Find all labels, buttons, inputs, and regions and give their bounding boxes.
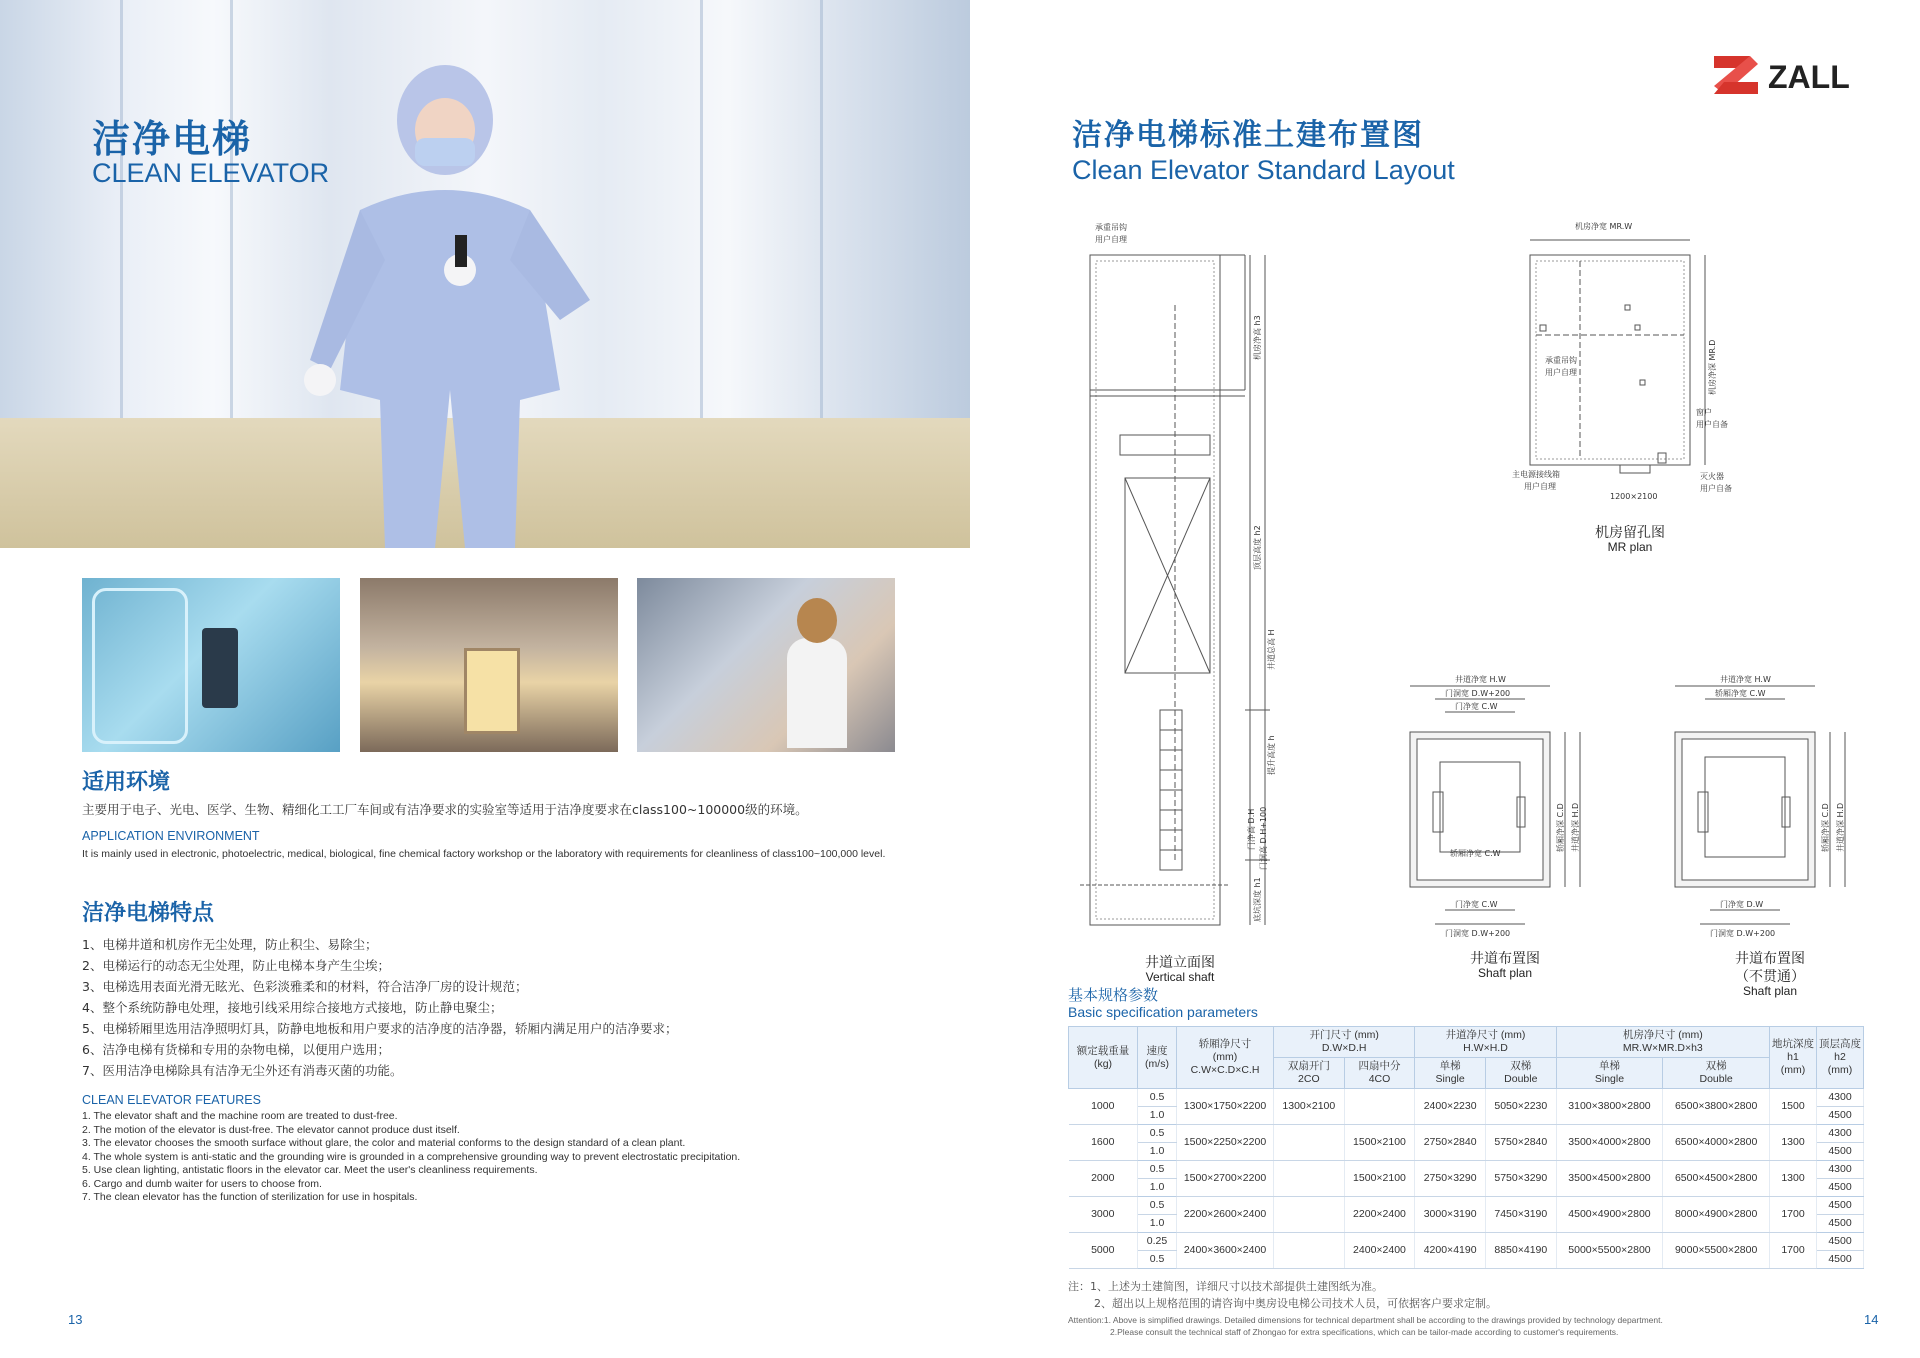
shaft-width-label: 井道净宽 H.W	[1455, 675, 1506, 684]
note-cn-2: 2、超出以上规格范围的请咨询中奥房设电梯公司技术人员，可依据客户要求定制。	[1094, 1297, 1497, 1310]
feature-en: 1. The elevator shaft and the machine room are treated to dust-free.	[82, 1110, 398, 1122]
shaft-caption-en: Shaft plan	[1477, 966, 1533, 980]
feature-en: 6. Cargo and dumb waiter for users to choose from.	[82, 1177, 322, 1190]
car-depth-label: 轿厢净深 C.D	[1556, 803, 1565, 852]
door-height-label: 门净高 D.H	[1247, 808, 1256, 850]
feature-cn: 4、整个系统防静电处理，接地引线采用综合接地方式接地，防止静电聚尘；	[82, 1000, 503, 1015]
opening2-width-label: 门洞宽 D.W+200	[1710, 929, 1776, 938]
page-number-left: 13	[68, 1312, 83, 1327]
feature-cn: 1、电梯井道和机房作无尘处理，防止积尘、易除尘；	[82, 937, 378, 952]
mr-caption-en: MR plan	[1607, 540, 1653, 554]
mr-width-label: 机房净宽 MR.W	[1575, 222, 1633, 231]
th-speed: 速度 (m/s)	[1138, 1027, 1177, 1089]
mr-depth-label: 机房净深 MR.D	[1708, 339, 1717, 395]
feature-en: 5. Use clean lighting, antistatic floors in the elevator car. Meet the user's cleanliness requirements.	[82, 1164, 538, 1176]
table-row: 2000 0.5 1500×2700×2200 1500×2100 2750×3290 5750×3290 3500×4500×2800 6500×4500×2800 1300 4300	[1069, 1161, 1864, 1179]
features-title-cn: 洁净电梯特点	[82, 901, 215, 926]
feature-cn: 7、医用洁净电梯除具有洁净无尘外还有消毒灭菌的功能。	[82, 1063, 403, 1078]
layout-title-cn: 洁净电梯标准土建布置图	[1072, 118, 1424, 153]
shaft2-caption-cn2: （不贯通）	[1735, 969, 1805, 985]
features-title-en: CLEAN ELEVATOR FEATURES	[82, 1093, 261, 1107]
feature-cn: 6、洁净电梯有货梯和专用的杂物电梯，以便用户选用；	[82, 1042, 390, 1057]
zall-logo	[1710, 50, 1880, 100]
cleanroom-worker-illustration	[290, 60, 610, 548]
shaft2-depth-label: 井道净深 H.D	[1836, 802, 1845, 852]
features-list-cn	[82, 934, 942, 1081]
th-mr-single: 单梯 Single	[1556, 1058, 1663, 1089]
mr-height-label: 机房净高 h3	[1253, 315, 1262, 360]
pit-depth-label: 底坑深度 h1	[1253, 877, 1262, 922]
total-height-label: 井道总高 H	[1267, 629, 1276, 670]
th-shaft-double: 双梯 Double	[1485, 1058, 1556, 1089]
th-top-height: 顶层高度 h2 (mm)	[1817, 1027, 1864, 1089]
hero-photo	[0, 0, 970, 548]
door-width-label: 门净宽 C.W	[1455, 702, 1498, 711]
power-user-label: 用户自理	[1524, 482, 1556, 491]
feature-cn: 5、电梯轿厢里选用洁净照明灯具，防静电地板和用户要求的洁净度的洁净器，轿厢内满足用户的洁净要求；	[82, 1021, 678, 1036]
top-height-label: 顶层高度 h2	[1253, 525, 1262, 570]
table-row: 1.0 4500	[1069, 1179, 1864, 1197]
shaft2-caption-en: Shaft plan	[1742, 984, 1798, 998]
features-list-en	[82, 1110, 942, 1205]
zall-logo-icon	[1714, 56, 1758, 94]
thumb-elevator-interior	[82, 578, 340, 752]
layout-title-en: Clean Elevator Standard Layout	[1072, 155, 1455, 185]
thumb-laboratory	[637, 578, 895, 752]
table-row: 1600 0.5 1500×2250×2200 1500×2100 2750×2840 5750×2840 3500×4000×2800 6500×4000×2800 1300 4300	[1069, 1125, 1864, 1143]
feature-cn: 3、电梯选用表面光滑无眩光、色彩淡雅柔和的材料，符合洁净厂房的设计规范；	[82, 979, 528, 994]
table-row: 1.0 4500	[1069, 1215, 1864, 1233]
th-mr-size: 机房净尺寸 (mm) MR.W×MR.D×h3	[1556, 1027, 1769, 1058]
th-car-size: 轿厢净尺寸 (mm) C.W×C.D×C.H	[1177, 1027, 1274, 1089]
table-row: 1.0 4500	[1069, 1107, 1864, 1125]
door-opening-height-label: 门洞高 D.H+100	[1259, 806, 1268, 870]
feature-en: 4. The whole system is anti-static and the grounding wire is grounded in a comprehensive grounding way to prevent electrostatic precipitation.	[82, 1150, 741, 1163]
spec-title-cn: 基本规格参数	[1068, 986, 1159, 1004]
thumb-clean-corridor	[360, 578, 618, 752]
mr-hook-user-label: 用户自理	[1545, 368, 1577, 377]
shaft-caption-cn: 井道布置图	[1470, 951, 1540, 967]
shaft2-caption-cn: 井道布置图	[1735, 951, 1805, 967]
feature-cn: 2、电梯运行的动态无尘处理，防止电梯本身产生尘埃；	[82, 958, 390, 973]
hero-title-cn: 洁净电梯	[92, 117, 253, 161]
brand-name: ZALL	[1768, 59, 1850, 95]
opening-width-bottom-label: 门洞宽 D.W+200	[1445, 929, 1511, 938]
shaft-depth-label: 井道净深 H.D	[1571, 802, 1580, 852]
car2-depth-label: 轿厢净深 C.D	[1821, 803, 1830, 852]
door-width-bottom-label: 门净宽 C.W	[1455, 900, 1498, 909]
th-door-2co: 双扇开门 2CO	[1274, 1058, 1345, 1089]
th-pit-depth: 地坑深度 h1 (mm)	[1770, 1027, 1817, 1089]
car2-width-label: 轿厢净宽 C.W	[1715, 689, 1766, 698]
spec-title-en: Basic specification parameters	[1068, 1004, 1258, 1020]
table-row: 5000 0.25 2400×3600×2400 2400×2400 4200×4190 8850×4190 5000×5500×2800 9000×5500×2800 1700 4500	[1069, 1233, 1864, 1251]
vertical-caption-cn: 井道立面图	[1145, 955, 1215, 971]
window-label: 窗户	[1696, 408, 1712, 417]
shaft2-width-label: 井道净宽 H.W	[1720, 675, 1771, 684]
th-load: 额定载重量 (kg)	[1069, 1027, 1138, 1089]
feature-en: 2. The motion of the elevator is dust-free. The elevator cannot produce dust itself.	[82, 1123, 460, 1136]
shaft-plan-drawing	[1395, 672, 1615, 942]
hook-label: 承重吊钩	[1095, 223, 1127, 232]
table-row: 0.5 4500	[1069, 1251, 1864, 1269]
car-width-label: 轿厢净宽 C.W	[1450, 849, 1501, 858]
window-user-label: 用户自备	[1696, 420, 1728, 429]
note-en-1: Attention:1. Above is simplified drawings. Detailed dimensions for technical department shall be according to the drawings provided by technology department.	[1068, 1315, 1663, 1325]
env-title-cn: 适用环境	[82, 770, 171, 795]
door2-width-label: 门净宽 D.W	[1720, 900, 1764, 909]
opening-width-label: 门洞宽 D.W+200	[1445, 689, 1511, 698]
hero-title-en: CLEAN ELEVATOR	[92, 158, 330, 188]
table-row: 3000 0.5 2200×2600×2400 2200×2400 3000×3190 7450×3190 4500×4900×2800 8000×4900×2800 1700 4500	[1069, 1197, 1864, 1215]
mr-door-size-label: 1200×2100	[1610, 492, 1658, 501]
th-shaft-single: 单梯 Single	[1415, 1058, 1486, 1089]
travel-label: 提升高度 h	[1267, 735, 1276, 775]
extinguisher-user-label: 用户自备	[1700, 484, 1732, 493]
vertical-shaft-drawing	[1060, 210, 1320, 950]
note-cn-1: 注：1、上述为土建简图，详细尺寸以技术部提供土建图纸为准。	[1068, 1280, 1383, 1293]
extinguisher-label: 灭火器	[1700, 472, 1724, 481]
page-number-right: 14	[1864, 1312, 1879, 1327]
th-mr-double: 双梯 Double	[1663, 1058, 1770, 1089]
env-body-en: It is mainly used in electronic, photoelectric, medical, biological, fine chemical factory workshop or the laboratory with requirements for cleanliness of class100~100,000 level.	[82, 848, 886, 860]
hook-user-label: 用户自理	[1095, 235, 1127, 244]
th-shaft-size: 井道净尺寸 (mm) H.W×H.D	[1415, 1027, 1556, 1058]
table-row: 1000 0.5 1300×1750×2200 1300×2100 2400×2230 5050×2230 3100×3800×2800 6500×3800×2800 1500 4300	[1069, 1089, 1864, 1107]
feature-en: 3. The elevator chooses the smooth surface without glare, the color and material conforms to the design standard of a clean plant.	[82, 1137, 686, 1149]
mr-hook-label: 承重吊钩	[1545, 356, 1577, 365]
feature-en: 7. The clean elevator has the function of sterilization for use in hospitals.	[82, 1191, 418, 1203]
th-door-size: 开门尺寸 (mm) D.W×D.H	[1274, 1027, 1415, 1058]
table-row: 1.0 4500	[1069, 1143, 1864, 1161]
mr-plan-drawing	[1510, 215, 1760, 515]
vertical-caption-en: Vertical shaft	[1145, 970, 1215, 984]
env-body-cn: 主要用于电子、光电、医学、生物、精细化工工厂车间或有洁净要求的实验室等适用于洁净度要求在class100~100000级的环境。	[82, 802, 808, 817]
spec-table	[1068, 1026, 1864, 1269]
note-en-2: 2.Please consult the technical staff of Zhongao for extra specifications, which can be tailor-made according to customer's requirements.	[1110, 1327, 1619, 1337]
shaft-plan-2-drawing	[1660, 672, 1880, 942]
power-label: 主电源接线箱	[1512, 470, 1560, 479]
env-title-en: APPLICATION ENVIRONMENT	[82, 829, 260, 843]
th-door-4co: 四扇中分 4CO	[1344, 1058, 1415, 1089]
mr-caption-cn: 机房留孔图	[1595, 525, 1665, 541]
